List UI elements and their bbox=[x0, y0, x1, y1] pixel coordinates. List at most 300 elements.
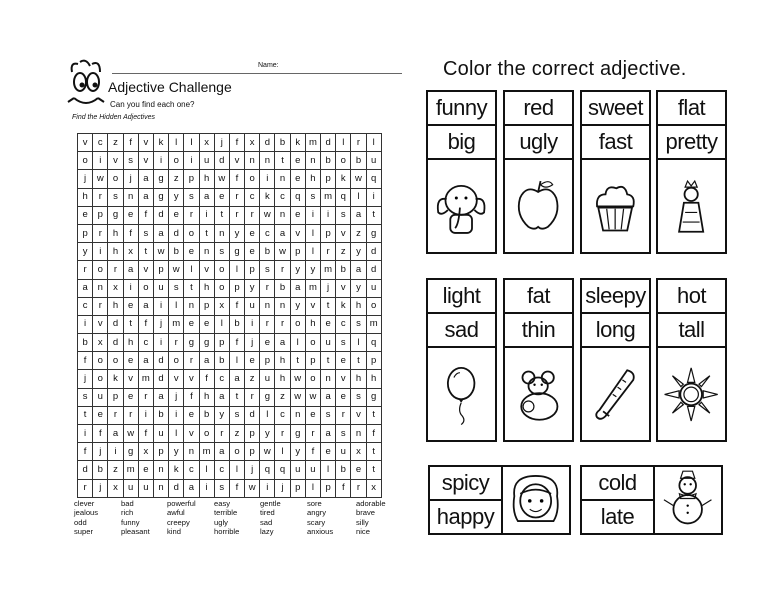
grid-letter[interactable]: y bbox=[290, 261, 305, 279]
grid-letter[interactable]: d bbox=[169, 224, 184, 242]
grid-letter[interactable]: y bbox=[260, 425, 275, 443]
grid-letter[interactable]: h bbox=[78, 188, 93, 206]
grid-letter[interactable]: t bbox=[138, 243, 153, 261]
grid-letter[interactable]: a bbox=[214, 388, 229, 406]
grid-letter[interactable]: g bbox=[290, 425, 305, 443]
grid-letter[interactable]: e bbox=[321, 315, 336, 333]
grid-letter[interactable]: r bbox=[305, 425, 320, 443]
grid-letter[interactable]: a bbox=[199, 352, 214, 370]
adjective-option-bottom[interactable]: tall bbox=[656, 312, 727, 348]
grid-letter[interactable]: d bbox=[108, 334, 123, 352]
grid-letter[interactable]: z bbox=[336, 243, 351, 261]
grid-letter[interactable]: g bbox=[184, 334, 199, 352]
grid-letter[interactable]: i bbox=[108, 443, 123, 461]
grid-letter[interactable]: v bbox=[305, 297, 320, 315]
grid-letter[interactable]: d bbox=[214, 152, 229, 170]
grid-letter[interactable]: k bbox=[336, 170, 351, 188]
grid-letter[interactable]: s bbox=[138, 224, 153, 242]
grid-letter[interactable]: w bbox=[214, 170, 229, 188]
grid-letter[interactable]: v bbox=[336, 370, 351, 388]
grid-letter[interactable]: i bbox=[153, 297, 168, 315]
grid-letter[interactable]: h bbox=[199, 279, 214, 297]
grid-letter[interactable]: j bbox=[123, 170, 138, 188]
grid-letter[interactable]: e bbox=[184, 243, 199, 261]
grid-letter[interactable]: n bbox=[290, 406, 305, 424]
name-line[interactable] bbox=[112, 73, 402, 74]
grid-letter[interactable]: b bbox=[275, 134, 290, 152]
grid-letter[interactable]: t bbox=[229, 388, 244, 406]
grid-letter[interactable]: u bbox=[305, 461, 320, 479]
grid-letter[interactable]: f bbox=[93, 425, 108, 443]
grid-letter[interactable]: h bbox=[123, 334, 138, 352]
grid-letter[interactable]: f bbox=[229, 479, 244, 497]
grid-letter[interactable]: v bbox=[184, 370, 199, 388]
grid-letter[interactable]: i bbox=[78, 315, 93, 333]
grid-letter[interactable]: f bbox=[366, 425, 381, 443]
grid-letter[interactable]: j bbox=[93, 479, 108, 497]
grid-letter[interactable]: k bbox=[108, 370, 123, 388]
grid-letter[interactable]: w bbox=[290, 370, 305, 388]
grid-letter[interactable]: d bbox=[108, 315, 123, 333]
adjective-option-top[interactable]: sleepy bbox=[580, 278, 651, 314]
grid-letter[interactable]: y bbox=[245, 279, 260, 297]
grid-letter[interactable]: v bbox=[199, 261, 214, 279]
grid-letter[interactable]: a bbox=[138, 297, 153, 315]
grid-letter[interactable]: l bbox=[229, 461, 244, 479]
grid-letter[interactable]: w bbox=[153, 243, 168, 261]
grid-letter[interactable]: n bbox=[321, 370, 336, 388]
grid-letter[interactable]: o bbox=[366, 297, 381, 315]
grid-letter[interactable]: l bbox=[169, 425, 184, 443]
grid-letter[interactable]: c bbox=[260, 224, 275, 242]
grid-letter[interactable]: n bbox=[275, 206, 290, 224]
grid-letter[interactable]: u bbox=[199, 152, 214, 170]
grid-letter[interactable]: s bbox=[336, 206, 351, 224]
grid-letter[interactable]: d bbox=[78, 461, 93, 479]
grid-letter[interactable]: k bbox=[169, 461, 184, 479]
grid-letter[interactable]: d bbox=[321, 134, 336, 152]
grid-letter[interactable]: p bbox=[153, 443, 168, 461]
grid-letter[interactable]: v bbox=[138, 152, 153, 170]
grid-letter[interactable]: w bbox=[351, 170, 366, 188]
adjective-option-bottom[interactable]: happy bbox=[428, 499, 503, 535]
grid-letter[interactable]: s bbox=[214, 243, 229, 261]
grid-letter[interactable]: v bbox=[229, 152, 244, 170]
grid-letter[interactable]: g bbox=[153, 170, 168, 188]
grid-letter[interactable]: e bbox=[123, 352, 138, 370]
grid-letter[interactable]: a bbox=[123, 261, 138, 279]
grid-letter[interactable]: m bbox=[305, 134, 320, 152]
grid-letter[interactable]: o bbox=[138, 279, 153, 297]
grid-letter[interactable]: a bbox=[321, 388, 336, 406]
grid-letter[interactable]: v bbox=[138, 261, 153, 279]
grid-letter[interactable]: e bbox=[245, 352, 260, 370]
grid-letter[interactable]: z bbox=[229, 425, 244, 443]
grid-letter[interactable]: y bbox=[229, 224, 244, 242]
grid-letter[interactable]: h bbox=[305, 315, 320, 333]
grid-letter[interactable]: c bbox=[336, 315, 351, 333]
grid-letter[interactable]: r bbox=[260, 279, 275, 297]
grid-letter[interactable]: h bbox=[351, 297, 366, 315]
grid-letter[interactable]: s bbox=[305, 188, 320, 206]
grid-letter[interactable]: b bbox=[321, 152, 336, 170]
grid-letter[interactable]: t bbox=[199, 224, 214, 242]
grid-letter[interactable]: r bbox=[336, 406, 351, 424]
grid-letter[interactable]: c bbox=[184, 461, 199, 479]
grid-letter[interactable]: r bbox=[275, 425, 290, 443]
grid-letter[interactable]: e bbox=[336, 388, 351, 406]
grid-letter[interactable]: r bbox=[78, 261, 93, 279]
grid-letter[interactable]: o bbox=[93, 352, 108, 370]
grid-letter[interactable]: b bbox=[229, 315, 244, 333]
grid-letter[interactable]: s bbox=[351, 315, 366, 333]
grid-letter[interactable]: p bbox=[366, 352, 381, 370]
grid-letter[interactable]: x bbox=[245, 134, 260, 152]
grid-letter[interactable]: g bbox=[229, 243, 244, 261]
grid-letter[interactable]: m bbox=[305, 279, 320, 297]
adjective-option-bottom[interactable]: ugly bbox=[503, 124, 574, 160]
grid-letter[interactable]: e bbox=[184, 315, 199, 333]
grid-letter[interactable]: i bbox=[245, 315, 260, 333]
grid-letter[interactable]: w bbox=[169, 261, 184, 279]
grid-letter[interactable]: i bbox=[321, 206, 336, 224]
grid-letter[interactable]: t bbox=[366, 406, 381, 424]
grid-letter[interactable]: e bbox=[290, 170, 305, 188]
grid-letter[interactable]: r bbox=[108, 261, 123, 279]
grid-letter[interactable]: o bbox=[169, 352, 184, 370]
grid-letter[interactable]: z bbox=[169, 170, 184, 188]
grid-letter[interactable]: c bbox=[138, 334, 153, 352]
grid-letter[interactable]: s bbox=[351, 388, 366, 406]
grid-letter[interactable]: u bbox=[93, 388, 108, 406]
grid-letter[interactable]: p bbox=[290, 479, 305, 497]
grid-letter[interactable]: f bbox=[229, 334, 244, 352]
grid-letter[interactable]: q bbox=[366, 334, 381, 352]
grid-letter[interactable]: f bbox=[229, 297, 244, 315]
grid-letter[interactable]: l bbox=[229, 261, 244, 279]
grid-letter[interactable]: b bbox=[275, 279, 290, 297]
grid-letter[interactable]: c bbox=[275, 406, 290, 424]
grid-letter[interactable]: r bbox=[245, 388, 260, 406]
grid-letter[interactable]: r bbox=[123, 406, 138, 424]
grid-letter[interactable]: l bbox=[351, 334, 366, 352]
grid-letter[interactable]: l bbox=[305, 243, 320, 261]
grid-letter[interactable]: k bbox=[153, 134, 168, 152]
grid-letter[interactable]: o bbox=[229, 443, 244, 461]
grid-letter[interactable]: I bbox=[184, 134, 199, 152]
adjective-option-top[interactable]: sweet bbox=[580, 90, 651, 126]
grid-letter[interactable]: a bbox=[138, 352, 153, 370]
grid-letter[interactable]: o bbox=[336, 152, 351, 170]
grid-letter[interactable]: k bbox=[260, 188, 275, 206]
grid-letter[interactable]: b bbox=[169, 243, 184, 261]
grid-letter[interactable]: s bbox=[260, 261, 275, 279]
adjective-option-top[interactable]: spicy bbox=[428, 465, 503, 501]
grid-letter[interactable]: f bbox=[78, 352, 93, 370]
grid-letter[interactable]: w bbox=[290, 388, 305, 406]
adjective-option-top[interactable]: fat bbox=[503, 278, 574, 314]
grid-letter[interactable]: z bbox=[108, 134, 123, 152]
grid-letter[interactable]: i bbox=[199, 206, 214, 224]
grid-letter[interactable]: q bbox=[336, 188, 351, 206]
grid-letter[interactable]: a bbox=[351, 261, 366, 279]
grid-letter[interactable]: f bbox=[138, 315, 153, 333]
grid-letter[interactable]: g bbox=[199, 334, 214, 352]
grid-letter[interactable]: p bbox=[321, 479, 336, 497]
grid-letter[interactable]: u bbox=[336, 443, 351, 461]
grid-letter[interactable]: w bbox=[260, 443, 275, 461]
grid-letter[interactable]: j bbox=[214, 134, 229, 152]
grid-letter[interactable]: b bbox=[260, 243, 275, 261]
grid-letter[interactable]: r bbox=[93, 297, 108, 315]
grid-letter[interactable]: d bbox=[153, 206, 168, 224]
grid-letter[interactable]: a bbox=[275, 334, 290, 352]
grid-letter[interactable]: p bbox=[199, 297, 214, 315]
grid-letter[interactable]: n bbox=[260, 297, 275, 315]
grid-letter[interactable]: t bbox=[184, 279, 199, 297]
grid-letter[interactable]: e bbox=[351, 461, 366, 479]
grid-letter[interactable]: v bbox=[138, 134, 153, 152]
grid-letter[interactable]: y bbox=[351, 279, 366, 297]
grid-letter[interactable]: o bbox=[184, 224, 199, 242]
grid-letter[interactable]: i bbox=[199, 479, 214, 497]
grid-letter[interactable]: f bbox=[336, 479, 351, 497]
grid-letter[interactable]: c bbox=[214, 370, 229, 388]
grid-letter[interactable]: p bbox=[290, 243, 305, 261]
grid-letter[interactable]: o bbox=[169, 152, 184, 170]
grid-letter[interactable]: g bbox=[366, 224, 381, 242]
grid-letter[interactable]: u bbox=[138, 479, 153, 497]
grid-letter[interactable]: y bbox=[169, 443, 184, 461]
grid-letter[interactable]: a bbox=[290, 279, 305, 297]
grid-letter[interactable]: p bbox=[214, 334, 229, 352]
grid-letter[interactable]: n bbox=[123, 188, 138, 206]
grid-letter[interactable]: r bbox=[93, 224, 108, 242]
grid-letter[interactable]: o bbox=[93, 370, 108, 388]
grid-letter[interactable]: o bbox=[108, 170, 123, 188]
grid-letter[interactable]: s bbox=[108, 188, 123, 206]
grid-letter[interactable]: p bbox=[245, 425, 260, 443]
grid-letter[interactable]: q bbox=[275, 461, 290, 479]
grid-letter[interactable]: p bbox=[260, 352, 275, 370]
grid-letter[interactable]: d bbox=[169, 479, 184, 497]
grid-letter[interactable]: z bbox=[275, 388, 290, 406]
grid-letter[interactable]: w bbox=[275, 243, 290, 261]
grid-letter[interactable]: y bbox=[169, 188, 184, 206]
grid-letter[interactable]: j bbox=[169, 388, 184, 406]
adjective-option-top[interactable]: hot bbox=[656, 278, 727, 314]
grid-letter[interactable]: x bbox=[366, 479, 381, 497]
grid-letter[interactable]: n bbox=[275, 297, 290, 315]
adjective-option-top[interactable]: cold bbox=[580, 465, 655, 501]
grid-letter[interactable]: a bbox=[229, 370, 244, 388]
grid-letter[interactable]: m bbox=[123, 461, 138, 479]
grid-letter[interactable]: n bbox=[153, 479, 168, 497]
grid-letter[interactable]: b bbox=[336, 261, 351, 279]
grid-letter[interactable]: l bbox=[305, 224, 320, 242]
grid-letter[interactable]: d bbox=[153, 352, 168, 370]
grid-letter[interactable]: a bbox=[78, 279, 93, 297]
grid-letter[interactable]: y bbox=[78, 243, 93, 261]
grid-letter[interactable]: y bbox=[305, 261, 320, 279]
grid-letter[interactable]: n bbox=[260, 152, 275, 170]
grid-letter[interactable]: b bbox=[78, 334, 93, 352]
grid-letter[interactable]: e bbox=[78, 206, 93, 224]
grid-letter[interactable]: n bbox=[93, 279, 108, 297]
grid-letter[interactable]: l bbox=[260, 406, 275, 424]
grid-letter[interactable]: u bbox=[366, 152, 381, 170]
grid-letter[interactable]: n bbox=[214, 224, 229, 242]
grid-letter[interactable]: o bbox=[108, 352, 123, 370]
grid-letter[interactable]: x bbox=[108, 479, 123, 497]
grid-letter[interactable]: g bbox=[260, 388, 275, 406]
grid-letter[interactable]: e bbox=[245, 224, 260, 242]
grid-letter[interactable]: i bbox=[138, 406, 153, 424]
grid-letter[interactable]: r bbox=[214, 425, 229, 443]
grid-letter[interactable]: l bbox=[275, 443, 290, 461]
grid-letter[interactable]: t bbox=[366, 443, 381, 461]
grid-letter[interactable]: o bbox=[245, 170, 260, 188]
grid-letter[interactable]: q bbox=[366, 170, 381, 188]
grid-letter[interactable]: p bbox=[321, 170, 336, 188]
grid-letter[interactable]: e bbox=[245, 243, 260, 261]
grid-letter[interactable]: v bbox=[184, 425, 199, 443]
adjective-option-bottom[interactable]: fast bbox=[580, 124, 651, 160]
grid-letter[interactable]: r bbox=[138, 388, 153, 406]
grid-letter[interactable]: y bbox=[214, 406, 229, 424]
grid-letter[interactable]: u bbox=[366, 279, 381, 297]
grid-letter[interactable]: s bbox=[123, 152, 138, 170]
grid-letter[interactable]: i bbox=[78, 425, 93, 443]
grid-letter[interactable]: r bbox=[78, 479, 93, 497]
grid-letter[interactable]: r bbox=[229, 188, 244, 206]
grid-letter[interactable]: h bbox=[108, 297, 123, 315]
grid-letter[interactable]: c bbox=[245, 188, 260, 206]
grid-letter[interactable]: j bbox=[321, 279, 336, 297]
grid-letter[interactable]: i bbox=[260, 170, 275, 188]
grid-letter[interactable]: a bbox=[199, 188, 214, 206]
grid-letter[interactable]: t bbox=[366, 206, 381, 224]
adjective-option-top[interactable]: red bbox=[503, 90, 574, 126]
grid-letter[interactable]: i bbox=[184, 152, 199, 170]
grid-letter[interactable]: l bbox=[336, 134, 351, 152]
grid-letter[interactable]: f bbox=[78, 443, 93, 461]
grid-letter[interactable]: a bbox=[153, 224, 168, 242]
grid-letter[interactable]: f bbox=[123, 224, 138, 242]
grid-letter[interactable]: i bbox=[153, 334, 168, 352]
grid-letter[interactable]: s bbox=[78, 388, 93, 406]
grid-letter[interactable]: h bbox=[199, 388, 214, 406]
grid-letter[interactable]: f bbox=[229, 134, 244, 152]
adjective-option-bottom[interactable]: pretty bbox=[656, 124, 727, 160]
grid-letter[interactable]: r bbox=[229, 206, 244, 224]
grid-letter[interactable]: l bbox=[169, 297, 184, 315]
grid-letter[interactable]: s bbox=[321, 406, 336, 424]
grid-letter[interactable]: u bbox=[245, 297, 260, 315]
grid-letter[interactable]: f bbox=[199, 370, 214, 388]
grid-letter[interactable]: h bbox=[366, 370, 381, 388]
grid-letter[interactable]: m bbox=[366, 315, 381, 333]
grid-letter[interactable]: u bbox=[290, 461, 305, 479]
grid-letter[interactable]: x bbox=[108, 279, 123, 297]
grid-letter[interactable]: l bbox=[169, 134, 184, 152]
grid-letter[interactable]: d bbox=[366, 243, 381, 261]
grid-letter[interactable]: p bbox=[78, 224, 93, 242]
grid-letter[interactable]: p bbox=[321, 224, 336, 242]
grid-letter[interactable]: r bbox=[275, 261, 290, 279]
grid-letter[interactable]: m bbox=[138, 370, 153, 388]
grid-letter[interactable]: a bbox=[321, 425, 336, 443]
grid-letter[interactable]: d bbox=[366, 261, 381, 279]
grid-letter[interactable]: o bbox=[199, 425, 214, 443]
grid-letter[interactable]: s bbox=[336, 425, 351, 443]
grid-letter[interactable]: h bbox=[351, 370, 366, 388]
grid-letter[interactable]: v bbox=[336, 279, 351, 297]
grid-letter[interactable]: n bbox=[184, 297, 199, 315]
grid-letter[interactable]: p bbox=[245, 443, 260, 461]
grid-letter[interactable]: r bbox=[184, 206, 199, 224]
grid-letter[interactable]: j bbox=[275, 479, 290, 497]
grid-letter[interactable]: l bbox=[305, 479, 320, 497]
grid-letter[interactable]: a bbox=[138, 170, 153, 188]
grid-letter[interactable]: a bbox=[138, 188, 153, 206]
grid-letter[interactable]: q bbox=[290, 188, 305, 206]
grid-letter[interactable]: n bbox=[351, 425, 366, 443]
grid-letter[interactable]: j bbox=[78, 170, 93, 188]
grid-letter[interactable]: k bbox=[290, 134, 305, 152]
grid-letter[interactable]: q bbox=[260, 461, 275, 479]
grid-letter[interactable]: n bbox=[275, 170, 290, 188]
grid-letter[interactable]: d bbox=[153, 370, 168, 388]
grid-letter[interactable]: u bbox=[321, 334, 336, 352]
grid-letter[interactable]: p bbox=[108, 388, 123, 406]
grid-letter[interactable]: z bbox=[108, 461, 123, 479]
grid-letter[interactable]: n bbox=[305, 152, 320, 170]
grid-letter[interactable]: r bbox=[184, 352, 199, 370]
grid-letter[interactable]: w bbox=[123, 425, 138, 443]
grid-letter[interactable]: p bbox=[245, 261, 260, 279]
grid-letter[interactable]: f bbox=[138, 425, 153, 443]
grid-letter[interactable]: u bbox=[260, 370, 275, 388]
grid-letter[interactable]: i bbox=[305, 206, 320, 224]
grid-letter[interactable]: x bbox=[138, 443, 153, 461]
grid-letter[interactable]: u bbox=[153, 279, 168, 297]
grid-letter[interactable]: e bbox=[199, 315, 214, 333]
grid-letter[interactable]: h bbox=[275, 370, 290, 388]
grid-letter[interactable]: u bbox=[123, 479, 138, 497]
grid-letter[interactable]: j bbox=[78, 370, 93, 388]
grid-letter[interactable]: p bbox=[184, 170, 199, 188]
grid-letter[interactable]: t bbox=[321, 297, 336, 315]
grid-letter[interactable]: v bbox=[108, 152, 123, 170]
grid-letter[interactable]: l bbox=[214, 315, 229, 333]
grid-letter[interactable]: w bbox=[260, 206, 275, 224]
grid-letter[interactable]: s bbox=[184, 188, 199, 206]
grid-letter[interactable]: t bbox=[78, 406, 93, 424]
grid-letter[interactable]: g bbox=[123, 443, 138, 461]
grid-letter[interactable]: l bbox=[366, 134, 381, 152]
grid-letter[interactable]: f bbox=[229, 170, 244, 188]
grid-letter[interactable]: d bbox=[260, 134, 275, 152]
grid-letter[interactable]: l bbox=[184, 261, 199, 279]
grid-letter[interactable]: b bbox=[336, 461, 351, 479]
grid-letter[interactable]: o bbox=[214, 279, 229, 297]
grid-letter[interactable]: e bbox=[305, 406, 320, 424]
grid-letter[interactable]: m bbox=[199, 443, 214, 461]
grid-letter[interactable]: j bbox=[245, 461, 260, 479]
grid-letter[interactable]: m bbox=[321, 188, 336, 206]
grid-letter[interactable]: h bbox=[275, 352, 290, 370]
